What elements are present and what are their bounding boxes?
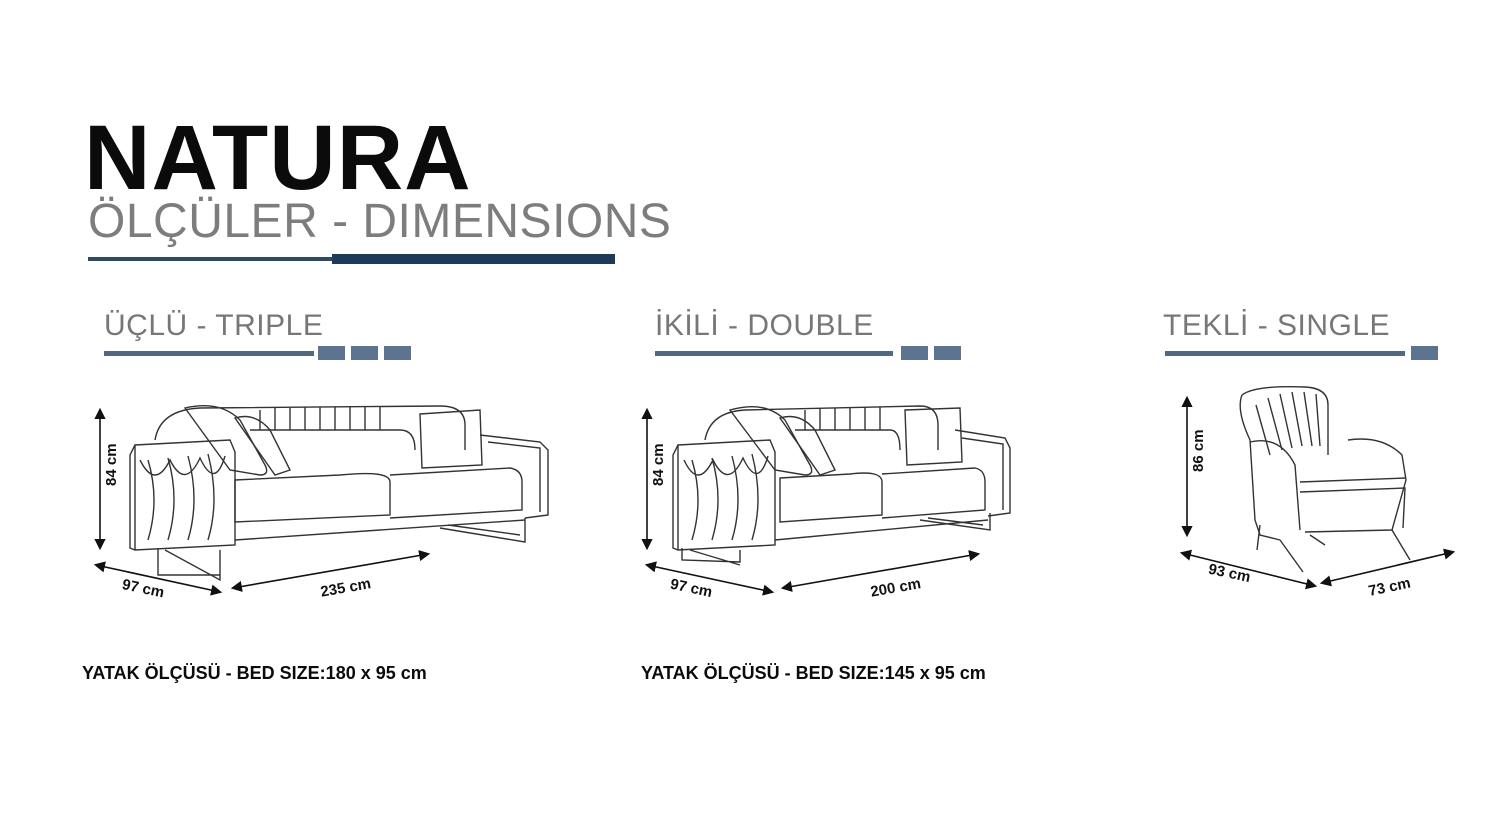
section-title-triple: ÜÇLÜ - TRIPLE (104, 309, 324, 342)
section-title-double: İKİLİ - DOUBLE (655, 309, 874, 342)
seat-count-marker (351, 346, 378, 360)
seat-count-marker (318, 346, 345, 360)
depth-label: 97 cm (120, 576, 166, 602)
seat-count-marker (934, 346, 961, 360)
height-label: 84 cm (103, 443, 120, 486)
seat-count-marker (901, 346, 928, 360)
subtitle-underline-accent (332, 254, 615, 264)
section-underline-single (1165, 351, 1405, 356)
section-underline-triple (104, 351, 314, 356)
section-underline-double (655, 351, 893, 356)
height-label: 86 cm (1190, 429, 1207, 472)
width-label: 73 cm (1366, 574, 1413, 600)
sofa-outline (673, 406, 1010, 565)
triple-sofa-drawing (70, 390, 560, 610)
bed-size-triple: YATAK ÖLÇÜSÜ - BED SIZE:180 x 95 cm (82, 663, 427, 683)
armchair-drawing (1160, 380, 1460, 610)
seat-count-marker (1411, 346, 1438, 360)
brand-title: NATURA (84, 107, 472, 209)
depth-label: 97 cm (668, 575, 714, 602)
subtitle-underline (88, 257, 338, 261)
width-label: 235 cm (319, 575, 373, 601)
bed-size-double: YATAK ÖLÇÜSÜ - BED SIZE:145 x 95 cm (641, 663, 986, 683)
section-title-single: TEKLİ - SINGLE (1163, 309, 1391, 342)
seat-count-marker (384, 346, 411, 360)
height-label: 84 cm (650, 443, 667, 486)
armchair-outline (1240, 387, 1410, 572)
width-label: 200 cm (869, 575, 923, 601)
double-sofa-drawing (620, 390, 1040, 610)
depth-label: 93 cm (1206, 560, 1252, 587)
sofa-outline (130, 406, 548, 580)
page-subtitle: ÖLÇÜLER - DIMENSIONS (88, 195, 672, 248)
